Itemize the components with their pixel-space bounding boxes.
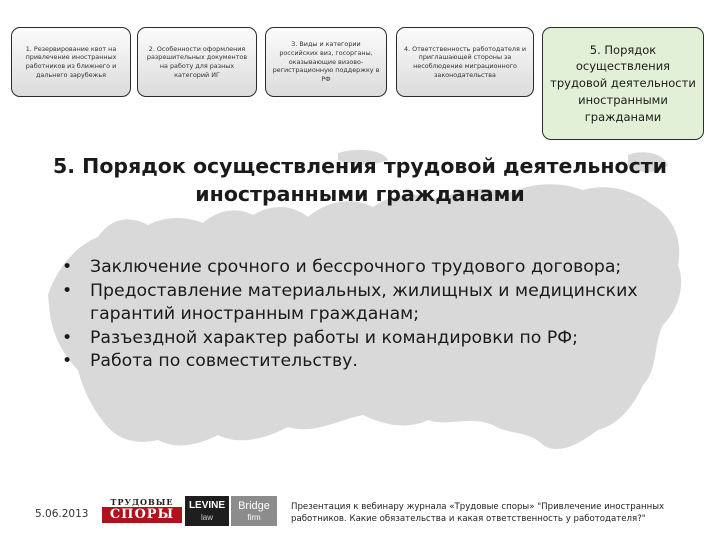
levine-bridge-logo (185, 496, 277, 526)
logo-word-levine: LEVINE (188, 500, 226, 511)
bullet-item (62, 280, 682, 327)
levine-block (185, 496, 229, 526)
nav-tab-permits[interactable] (137, 27, 257, 97)
bullet-marker: • (62, 280, 73, 301)
bullet-marker: • (62, 327, 73, 348)
logo-word-firm: firm (247, 513, 261, 522)
presentation-caption: Презентация к вебинару журнала «Трудовые споры» "Привлечение иностранных работников. Какие обязательства и какая ответственность у работодателя?" (291, 502, 665, 524)
trudovye-spory-logo (106, 496, 178, 524)
bullet-text: Заключение срочного и бессрочного трудового договора; (90, 257, 622, 277)
nav-tab-visas[interactable] (265, 27, 387, 97)
bullet-text: Разъездной характер работы и командировки по РФ; (90, 327, 578, 348)
bullet-item (62, 256, 682, 280)
bullet-list (62, 256, 682, 374)
bullet-item (62, 327, 682, 351)
logo-word-law: law (200, 513, 213, 522)
bullet-marker: • (62, 257, 73, 277)
nav-tab-label: 2. Особенности оформления разрешительных документов на работу для разных категорий ИГ (146, 44, 248, 79)
slide-date: 5.06.2013 (35, 508, 89, 520)
nav-tab-label: 5. Порядок осуществления трудовой деятельности иностранными гражданами (550, 42, 696, 124)
bullet-marker: • (62, 351, 73, 371)
logo-word-bridge: Bridge (238, 500, 270, 512)
nav-tab-quotas[interactable] (11, 27, 131, 97)
bridge-block (231, 496, 277, 526)
nav-tab-label: 1. Резервирование квот на привлечение иностранных работников из ближнего и дальнего зарубежья (25, 44, 117, 79)
bullet-item (62, 350, 682, 374)
logo-text-bottom: СПОРЫ (102, 507, 182, 523)
bullet-text: Предоставление материальных, жилищных и медицинских гарантий иностранным гражданам; (90, 280, 638, 324)
nav-tab-label: 3. Виды и категории российских виз, госорганы, оказывающие визово-регистрационную поддержку в РФ (272, 40, 380, 83)
nav-tab-labor-activity[interactable] (542, 27, 704, 140)
logo-text-top: ТРУДОВЫЕ (110, 496, 174, 507)
slide-title: 5. Порядок осуществления трудовой деятельности иностранными гражданами (52, 154, 668, 206)
bullet-text: Работа по совместительству. (90, 351, 358, 371)
nav-tab-label: 4. Ответственность работодателя и приглашающей стороны за несоблюдение миграционного законодательства (403, 44, 527, 79)
nav-tab-responsibility[interactable] (396, 27, 534, 97)
